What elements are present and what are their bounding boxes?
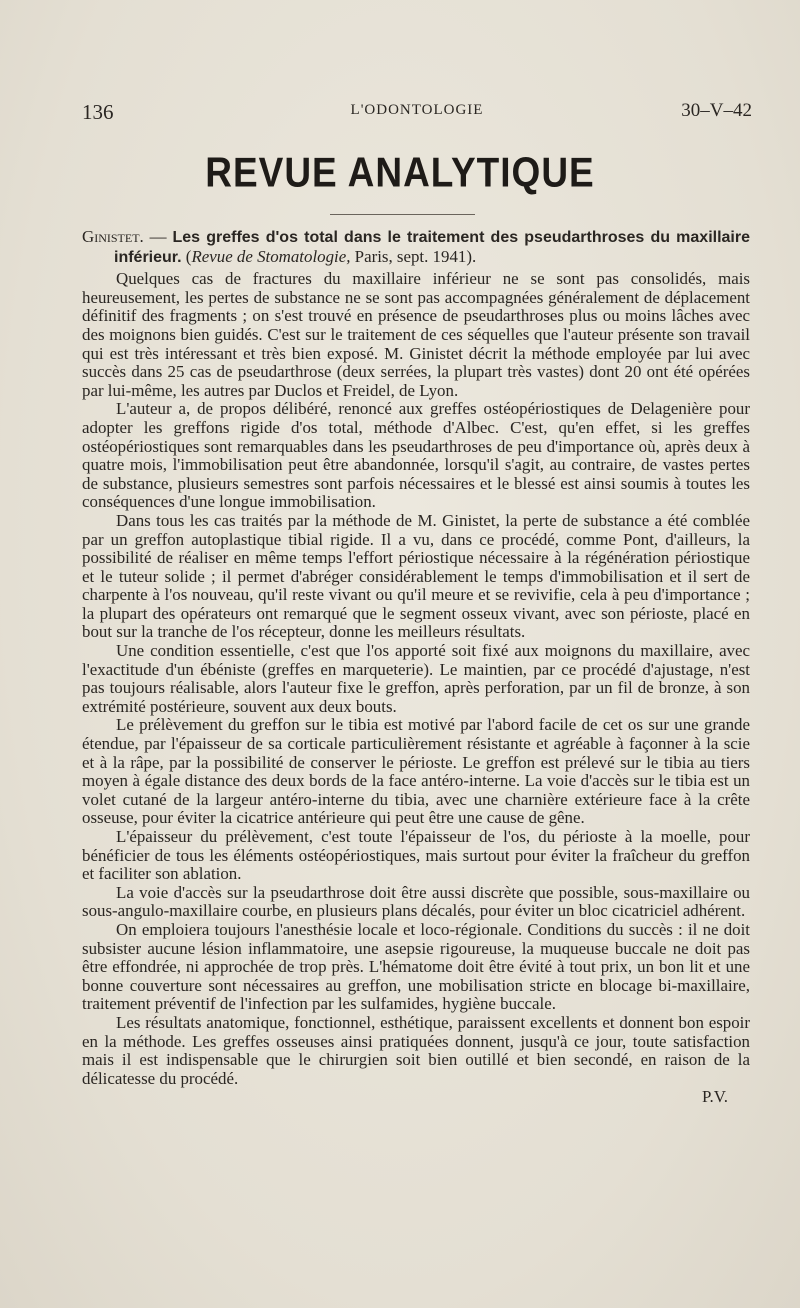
journal-name: L'ODONTOLOGIE [350, 102, 484, 118]
source-details: Paris, sept. 1941). [350, 246, 477, 266]
article-title: Les greffes d'os total dans le traitement des pseudarthroses du maxillaire inférieur. [114, 229, 750, 266]
paragraph: Quelques cas de fractures du maxillaire inférieur ne se sont pas consolidés, mais heureusement, les pertes de substance ne se sont pas accompagnées généralement de déplacement définitif des fragments ; on s'est trouvé en présence de pseudarthroses plus ou moins lâches avec des moignons bien guidés. C'est sur le traitement de ces séquelles que l'auteur présente son travail qui est très intéressant et très bien exposé. M. Ginistet décrit la méthode employée par lui avec succès dans 25 cas de pseudarthrose (deux serrées, la plupart très vastes) dont 20 ont été opérées par lui-même, les autres par Duclos et Freidel, de Lyon. [82, 269, 750, 400]
paragraph: L'épaisseur du prélèvement, c'est toute l'épaisseur de l'os, du périoste à la moelle, pour bénéficier de tous les éléments ostéopériostiques, mais surtout pour éviter la fraîcheur du greffon et faciliter son ablation. [82, 827, 750, 884]
source-open: ( [181, 246, 192, 266]
article-heading [82, 228, 750, 267]
paragraph: L'auteur a, de propos délibéré, renoncé aux greffes ostéopériostiques de Delagenière pour adopter les greffons rigide d'os total, méthode d'Albec. C'est, qu'en effet, si les greffes ostéopériostiques sont remarquables dans les pseudarthroses de peu d'importance où, après deux à quatre mois, l'immobilisation peut être abandonnée, lorsqu'il s'agit, au contraire, de vastes pertes de substance, plusieurs semestres sont parfois nécessaires et le blessé est ainsi soumis à toutes les conséquences d'une longue immobilisation. [82, 399, 750, 512]
running-head [82, 100, 752, 122]
paragraph: Une condition essentielle, c'est que l'os apporté soit fixé aux moignons du maxillaire, avec l'exactitude d'un ébéniste (greffes en marqueterie). Le maintien, par ce procédé d'ajustage, n'est pas toujours réalisable, alors l'auteur fixe le greffon, après perforation, par un fil de bronze, à son extrémité postérieure, souvent aux deux bouts. [82, 641, 750, 716]
heading-dash: — [143, 227, 173, 246]
source-journal: Revue de Stomatologie, [191, 246, 351, 266]
paragraph: Le prélèvement du greffon sur le tibia est motivé par l'abord facile de cet os sur une grande étendue, par l'épaisseur de sa corticale particulièrement résistante et agréable à façonner à la scie et à la râpe, par la possibilité de conserver le périoste. Le greffon est prélevé sur le tibia au tiers moyen à égale distance des deux bords de la face antéro-interne. La voie d'accès sur le tibia est un volet cutané de la largeur antéro-interne du tibia, avec une charnière extérieure face à la crête osseuse, pour éviter la cicatrice antérieure qui peut être une cause de gêne. [82, 715, 750, 828]
signature: P.V. [702, 1087, 728, 1107]
paragraph: La voie d'accès sur la pseudarthrose doit être aussi discrète que possible, sous-maxillaire ou sous-angulo-maxillaire courbe, en plusieurs plans décalés, pour éviter un bloc cicatriciel adhérent. [82, 882, 750, 921]
section-title: REVUE ANALYTIQUE [205, 149, 595, 196]
paragraph: Dans tous les cas traités par la méthode de M. Ginistet, la perte de substance a été comblée par un greffon autoplastique tibial rigide. Il a vu, dans ce procédé, comme Pont, d'ailleurs, la possibilité de réaliser en même temps l'effort périostique nécessaire à la régénération périostique et le tuteur solide ; il permet d'abréger considérablement le temps d'immobilisation et il sert de charpente à l'os nouveau, qu'il reste vivant ou qu'il meure et se revivifie, cela à peu d'importance ; la plupart des opérateurs ont remarqué que le segment osseux vivant, avec son périoste, placé en bout sur la tranche de l'os récepteur, donne les meilleurs résultats. [82, 510, 750, 642]
article [82, 228, 750, 1107]
article-author: Ginistet. [82, 227, 144, 246]
title-rule [330, 214, 475, 215]
page-number: 136 [82, 100, 114, 124]
issue-date: 30–V–42 [681, 100, 752, 121]
paragraph: On emploiera toujours l'anesthésie locale et loco-régionale. Conditions du succès : il ne doit subsister aucune lésion inflammatoire, une asepsie rigoureuse, la muqueuse buccale ne doit pas être effondrée, ni approchée de trop près. L'hématome doit être évité à tout prix, un bon lit et une bonne couverture sont nécessaires au greffon, une mobilisation stricte en blocage bi-maxillaire, traitement préventif de l'infection par les sulfamides, hygiène buccale. [82, 919, 750, 1014]
paragraph: Les résultats anatomique, fonctionnel, esthétique, paraissent excellents et donnent bon espoir en la méthode. Les greffes osseuses ainsi pratiquées donnent, jusqu'à ce jour, toute satisfaction mais il est indispensable que le chirurgien soit bien outillé et bien secondé, en raison de la délicatesse du procédé. [82, 1012, 750, 1088]
